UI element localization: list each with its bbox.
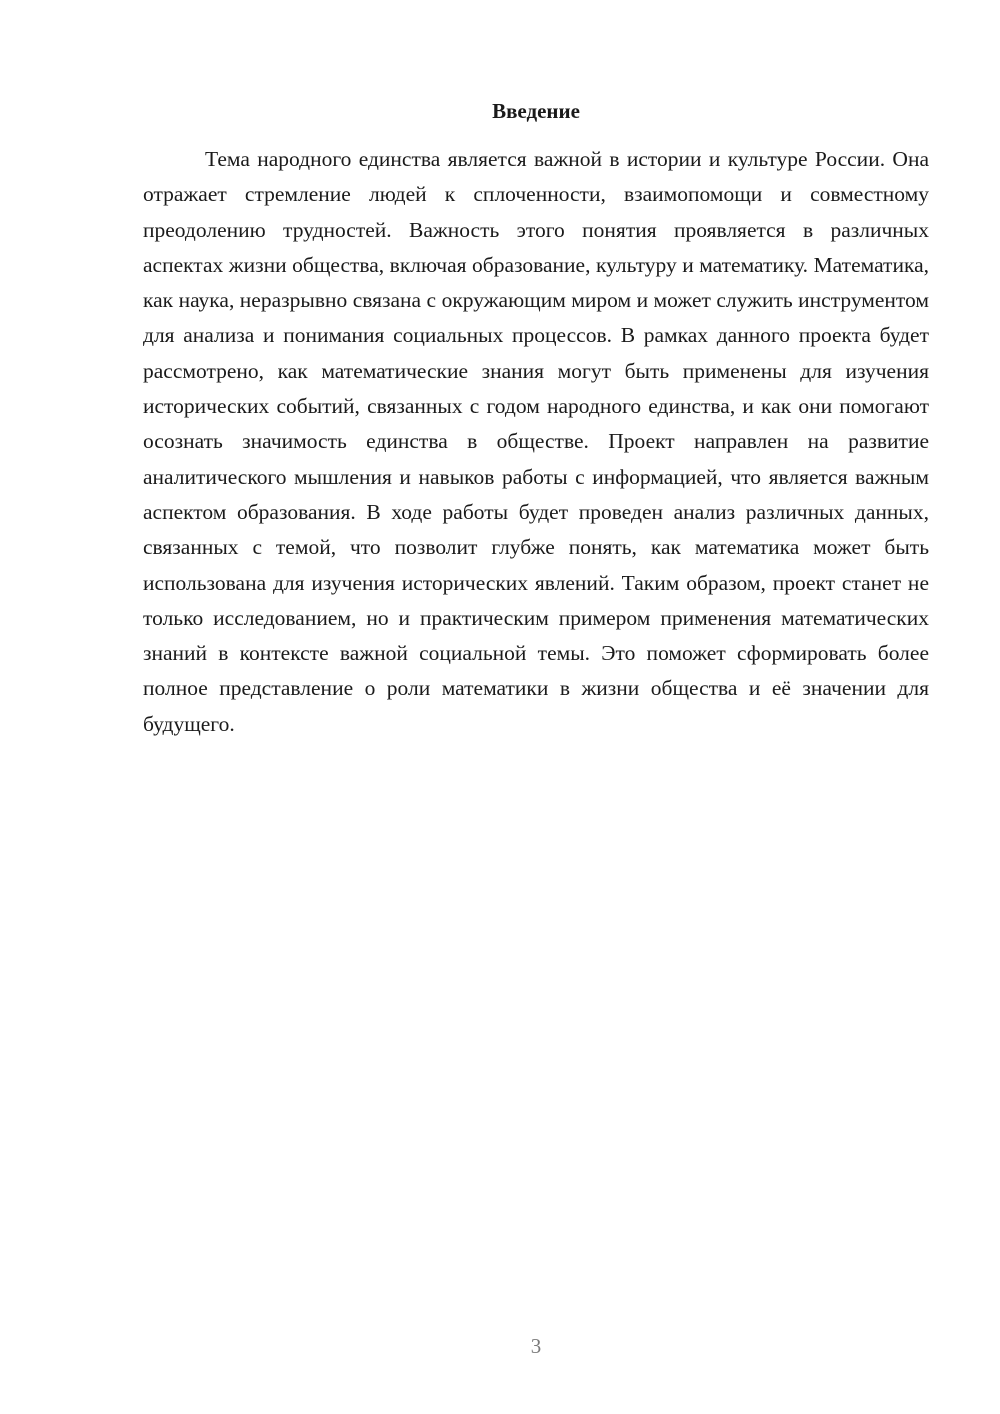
introduction-paragraph: Тема народного единства является важной в истории и культуре России. Она отражает стремление людей к сплоченности, взаимопомощи и совместному преодолению трудностей. Важность этого понятия проявляется в различных аспектах жизни общества, включая образование, культуру и математику. Математика, как наука, неразрывно связана с окружающим миром и может служить инструментом для анализа и понимания социальных процессов. В рамках данного проекта будет рассмотрено, как математические знания могут быть применены для изучения исторических событий, связанных с годом народного единства, и как они помогают осознать значимость единства в обществе. Проект направлен на развитие аналитического мышления и навыков работы с информацией, что является важным аспектом образования. В ходе работы будет проведен анализ различных данных, связанных с темой, что позволит глубже понять, как математика может быть использована для изучения исторических явлений. Таким образом, проект станет не только исследованием, но и практическим примером применения математических знаний в контексте важной социальной темы. Это поможет сформировать более полное представление о роли математики в жизни общества и её значении для будущего.	[143, 147, 929, 736]
section-heading: Введение	[492, 99, 580, 123]
page-number: 3	[530, 1334, 542, 1358]
